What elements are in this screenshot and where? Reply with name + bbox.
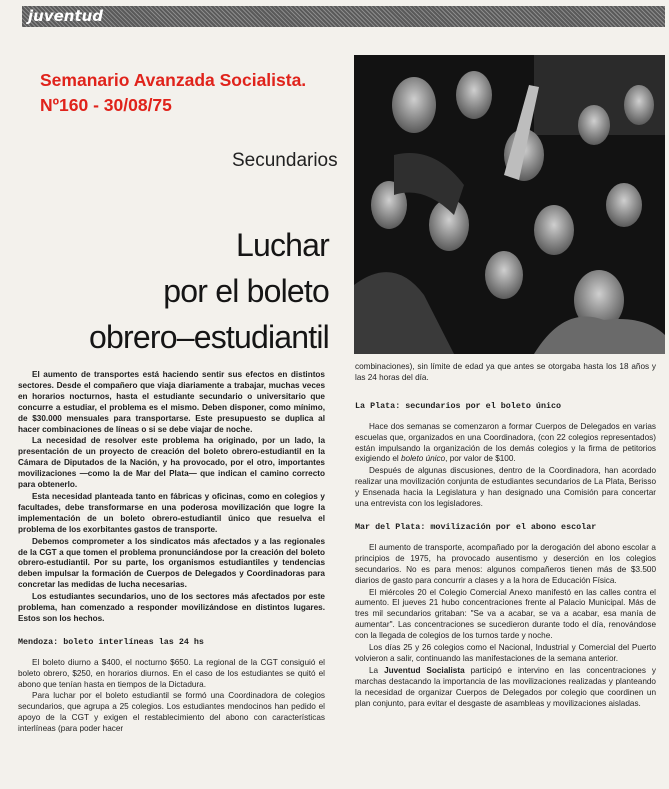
subheading-mendoza: Mendoza: boleto interlíneas las 24 hs: [18, 636, 204, 647]
article-paragraph: Los días 25 y 26 colegios como el Nacional, Industrial y Comercial del Puerto volvieron a salir, continuando las manifestaciones de la semana anterior.: [355, 643, 656, 663]
subheading-la-plata: La Plata: secundarios por el boleto único: [355, 400, 562, 411]
article-paragraph: La necesidad de resolver este problema ha originado, por un lado, la presentación de un proyecto de creación del boleto obrero-estudiantil en la Cámara de Diputados de la Nación, y ha provocado, por el otro, importantes movilizaciones —como la de Mar del Plata— que indican el camino correcto para obtenerlo.: [18, 436, 325, 490]
article-right-column: [355, 362, 656, 710]
article-paragraph: Después de algunas discusiones, dentro de la Coordinadora, han acordado realizar una movilización conjunta de estudiantes secundarios de La Plata, Berisso y Ensenada hacia la Legislatura y han designado una Comisión para concertar una entrevista con los legisladores.: [355, 466, 656, 509]
text-run: La: [369, 665, 385, 675]
source-issue-date: Nº160 - 30/08/75: [40, 95, 172, 115]
bold-text: Juventud Socialista: [384, 665, 465, 675]
emphasis-text: boleto único: [400, 454, 446, 464]
article-paragraph: Los estudiantes secundarios, uno de los sectores más afectados por este problema, han comenzado a responder movilizándose en distintos lugares. Estos son los hechos.: [18, 592, 325, 623]
article-left-column: [18, 370, 325, 736]
section-label: juventud: [28, 7, 104, 25]
article-paragraph: El aumento de transporte, acompañado por la derogación del abono escolar a principios de 1975, ha provocado ausentismo y deserción en los colegios secundarios. No es para menos: algunos compañeros tienen más de $3.500 diarios de gasto para concurrir a clases y a la hora de Educación Física.: [355, 542, 656, 585]
headline-line-3: obrero–estudiantil: [89, 319, 329, 355]
article-paragraph: El boleto diurno a $400, el nocturno $650. La regional de la CGT consiguió el boleto obrero, $250, en horarios diurnos. En el caso de los estudiantes se quitó el abono que tenían hasta en tiempos de la Dictadura.: [18, 657, 325, 689]
section-header-bar: [22, 6, 665, 27]
subheading-mar-del-plata: Mar del Plata: movilización por el abono escolar: [355, 521, 597, 532]
headline: [89, 222, 329, 360]
protest-crowd-image: [354, 55, 665, 354]
protest-photo: [354, 55, 665, 354]
article-paragraph: Esta necesidad planteada tanto en fábricas y oficinas, como en colegios y facultades, debe transformarse en una poderosa movilización que logre la implementación de un boleto obrero-estudiantil único que resuelva el problema de los exorbitantes gastos de transporte.: [18, 491, 325, 534]
article-paragraph: Para luchar por el boleto estudiantil se formó una Coordinadora de colegios secundarios, que agrupa a 25 colegios. Los estudiantes mendocinos han pedido el apoyo de la CGT y exigen el restablecimiento del abono con características interlíneas (para poder hacer: [18, 691, 325, 734]
article-paragraph: El aumento de transportes está haciendo sentir sus efectos en distintos sectores. Desde el compañero que viaja diariamente a trabajar, muchas veces en horarios nocturnos, hasta el estudiante secundario o universitario que concurre a estudiar, el problema es el mismo. Deben disponer, como mínimo, de $30.000 mensuales para transportarse. Este presupuesto se duplica al hacer combinaciones de líneas o si se debe viajar de noche.: [18, 370, 325, 434]
article-paragraph: El miércoles 20 el Colegio Comercial Anexo manifestó en las calles contra el aumento. El jueves 21 hubo concentraciones frente al Palacio Municipal. Más de tres mil secundarios gritaban: "Se va a acabar, se va a acabar, esa manía de aumentar". Las concentraciones se sucedieron durante todo el día, renovándose con la llegada de colegios de los turnos tarde y noche.: [355, 587, 656, 641]
headline-line-2: por el boleto: [163, 273, 329, 309]
article-paragraph: [355, 422, 656, 466]
text-run: Hace dos semanas se comenzaron a formar Cuerpos de Delegados en varias escuelas que, organizados en una Coordinadora, (con 22 colegios representados) están impulsando la organización de los demás colegios y la firma de petitorios exigiendo el: [355, 421, 656, 464]
article-paragraph: Debemos comprometer a los sindicatos más afectados y a las regionales de la CGT a que tomen el problema pronunciándose por la creación del boleto obrero-estudiantil. Por su parte, los organismos estudiantiles y tendencias deben impulsar la formación de Cuerpos de Delegados y Coordinadoras para concretar las medidas de lucha necesarias.: [18, 536, 325, 590]
text-run: participó e intervino en las concentraciones y marchas destacando la importancia de las movilizaciones realizadas y planteando la necesidad de organizar Cuerpos de Delegados por colegio que coordinen un plan conjunto, para evitar el desgaste de asambleas y movilizaciones aisladas.: [355, 665, 656, 708]
headline-line-1: Luchar: [235, 227, 329, 263]
article-paragraph: combinaciones), sin límite de edad ya que antes se otorgaba hasta los 18 años y las 24 horas del día.: [355, 362, 656, 382]
source-publication: Semanario Avanzada Socialista.: [40, 70, 307, 90]
article-paragraph: [355, 666, 656, 710]
text-run: , por valor de $100.: [445, 454, 516, 464]
topic-label: Secundarios: [232, 150, 338, 171]
source-citation: [40, 68, 306, 118]
